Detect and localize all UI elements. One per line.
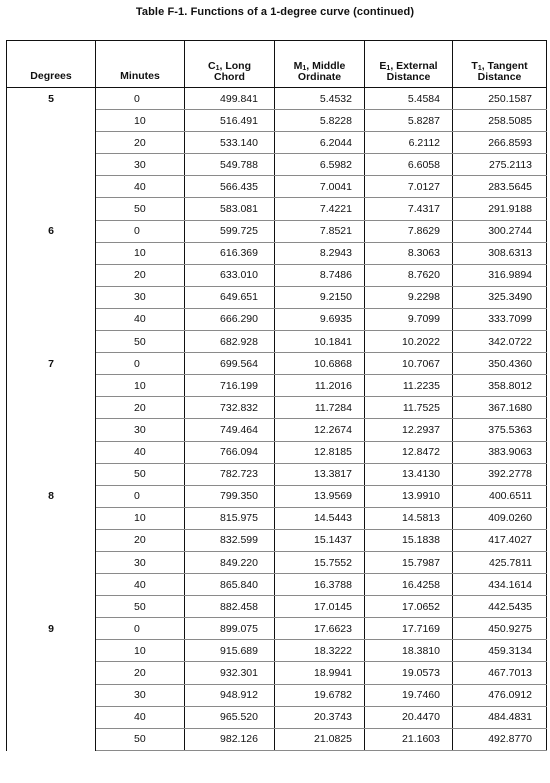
degrees-cell (7, 463, 96, 485)
long-chord-cell: 633.010 (185, 264, 275, 286)
minutes-cell: 40 (96, 574, 185, 596)
tangent-distance-cell: 266.8593 (453, 132, 547, 154)
curve-functions-table (6, 40, 547, 751)
minutes-cell: 50 (96, 463, 185, 485)
table-row (7, 728, 547, 750)
long-chord-cell: 583.081 (185, 198, 275, 220)
long-chord-cell: 882.458 (185, 596, 275, 618)
header-tangent-distance: $T_1$, Tangent Distance (453, 41, 547, 88)
external-distance-cell: 9.7099 (365, 308, 453, 330)
middle-ordinate-cell: 10.6868 (275, 353, 365, 375)
degrees-cell (7, 419, 96, 441)
external-distance-cell: 13.9910 (365, 485, 453, 507)
middle-ordinate-cell: 12.8185 (275, 441, 365, 463)
tangent-distance-cell: 492.8770 (453, 728, 547, 750)
minutes-cell: 30 (96, 684, 185, 706)
tangent-distance-cell: 442.5435 (453, 596, 547, 618)
external-distance-cell: 14.5813 (365, 507, 453, 529)
long-chord-cell: 549.788 (185, 154, 275, 176)
minutes-cell: 50 (96, 331, 185, 353)
minutes-cell: 30 (96, 551, 185, 573)
external-distance-cell: 7.4317 (365, 198, 453, 220)
middle-ordinate-cell: 9.6935 (275, 308, 365, 330)
degrees-cell (7, 684, 96, 706)
minutes-cell: 0 (96, 88, 185, 110)
external-distance-cell: 11.2235 (365, 375, 453, 397)
minutes-cell: 50 (96, 596, 185, 618)
tangent-distance-cell: 476.0912 (453, 684, 547, 706)
tangent-distance-cell: 450.9275 (453, 618, 547, 640)
table-row (7, 198, 547, 220)
degrees-cell (7, 176, 96, 198)
table-row (7, 529, 547, 551)
minutes-cell: 20 (96, 662, 185, 684)
tangent-distance-cell: 409.0260 (453, 507, 547, 529)
external-distance-cell: 21.1603 (365, 728, 453, 750)
minutes-cell: 10 (96, 640, 185, 662)
middle-ordinate-cell: 8.7486 (275, 264, 365, 286)
external-distance-cell: 10.7067 (365, 353, 453, 375)
table-row (7, 331, 547, 353)
long-chord-cell: 832.599 (185, 529, 275, 551)
tangent-distance-cell: 375.5363 (453, 419, 547, 441)
external-distance-cell: 8.7620 (365, 264, 453, 286)
table-row (7, 618, 547, 640)
external-distance-cell: 17.7169 (365, 618, 453, 640)
external-distance-cell: 19.7460 (365, 684, 453, 706)
table-body (7, 88, 547, 751)
external-distance-cell: 13.4130 (365, 463, 453, 485)
external-distance-cell: 12.2937 (365, 419, 453, 441)
minutes-cell: 20 (96, 397, 185, 419)
tangent-distance-cell: 308.6313 (453, 242, 547, 264)
degrees-cell (7, 198, 96, 220)
minutes-cell: 10 (96, 375, 185, 397)
minutes-cell: 30 (96, 154, 185, 176)
long-chord-cell: 499.841 (185, 88, 275, 110)
tangent-distance-cell: 400.6511 (453, 485, 547, 507)
table-row (7, 485, 547, 507)
tangent-distance-cell: 484.4831 (453, 706, 547, 728)
tangent-distance-cell: 358.8012 (453, 375, 547, 397)
middle-ordinate-cell: 11.7284 (275, 397, 365, 419)
table-row (7, 684, 547, 706)
table-title: Table F-1. Functions of a 1-degree curve (continued) (135, 6, 415, 18)
tangent-distance-cell: 392.2778 (453, 463, 547, 485)
degrees-cell (7, 640, 96, 662)
minutes-cell: 30 (96, 419, 185, 441)
degrees-cell (7, 551, 96, 573)
middle-ordinate-cell: 16.3788 (275, 574, 365, 596)
table-row (7, 463, 547, 485)
long-chord-cell: 965.520 (185, 706, 275, 728)
middle-ordinate-cell: 17.6623 (275, 618, 365, 640)
long-chord-cell: 932.301 (185, 662, 275, 684)
external-distance-cell: 6.6058 (365, 154, 453, 176)
long-chord-cell: 915.689 (185, 640, 275, 662)
minutes-cell: 20 (96, 132, 185, 154)
external-distance-cell: 20.4470 (365, 706, 453, 728)
external-distance-cell: 9.2298 (365, 286, 453, 308)
degrees-cell (7, 375, 96, 397)
external-distance-cell: 7.8629 (365, 220, 453, 242)
minutes-cell: 50 (96, 728, 185, 750)
tangent-distance-cell: 300.2744 (453, 220, 547, 242)
minutes-cell: 30 (96, 286, 185, 308)
header-middle-ordinate: $M_1$, Middle Ordinate (275, 41, 365, 88)
long-chord-cell: 899.075 (185, 618, 275, 640)
tangent-distance-cell: 283.5645 (453, 176, 547, 198)
external-distance-cell: 11.7525 (365, 397, 453, 419)
minutes-cell: 40 (96, 706, 185, 728)
degrees-cell (7, 574, 96, 596)
table-row (7, 242, 547, 264)
external-distance-cell: 12.8472 (365, 441, 453, 463)
degrees-cell (7, 728, 96, 750)
middle-ordinate-cell: 6.2044 (275, 132, 365, 154)
minutes-cell: 20 (96, 529, 185, 551)
tangent-distance-cell: 383.9063 (453, 441, 547, 463)
degrees-cell (7, 331, 96, 353)
long-chord-cell: 666.290 (185, 308, 275, 330)
table-row (7, 551, 547, 573)
minutes-cell: 10 (96, 110, 185, 132)
table-row (7, 132, 547, 154)
middle-ordinate-cell: 6.5982 (275, 154, 365, 176)
table-row (7, 397, 547, 419)
degrees-cell: 8 (7, 485, 96, 507)
tangent-distance-cell: 467.7013 (453, 662, 547, 684)
long-chord-cell: 649.651 (185, 286, 275, 308)
long-chord-cell: 948.912 (185, 684, 275, 706)
external-distance-cell: 8.3063 (365, 242, 453, 264)
middle-ordinate-cell: 17.0145 (275, 596, 365, 618)
table-row (7, 419, 547, 441)
long-chord-cell: 749.464 (185, 419, 275, 441)
minutes-cell: 0 (96, 485, 185, 507)
external-distance-cell: 10.2022 (365, 331, 453, 353)
table-row (7, 154, 547, 176)
external-distance-cell: 18.3810 (365, 640, 453, 662)
table-row (7, 88, 547, 110)
external-distance-cell: 6.2112 (365, 132, 453, 154)
degrees-cell (7, 286, 96, 308)
long-chord-cell: 782.723 (185, 463, 275, 485)
middle-ordinate-cell: 20.3743 (275, 706, 365, 728)
long-chord-cell: 599.725 (185, 220, 275, 242)
table-row (7, 375, 547, 397)
long-chord-cell: 699.564 (185, 353, 275, 375)
middle-ordinate-cell: 19.6782 (275, 684, 365, 706)
table-row (7, 353, 547, 375)
degrees-cell (7, 397, 96, 419)
middle-ordinate-cell: 11.2016 (275, 375, 365, 397)
degrees-cell (7, 132, 96, 154)
header-external-distance: $E_1$, External Distance (365, 41, 453, 88)
tangent-distance-cell: 367.1680 (453, 397, 547, 419)
degrees-cell: 7 (7, 353, 96, 375)
middle-ordinate-cell: 13.3817 (275, 463, 365, 485)
minutes-cell: 0 (96, 353, 185, 375)
table-row (7, 706, 547, 728)
middle-ordinate-cell: 18.3222 (275, 640, 365, 662)
table-row (7, 264, 547, 286)
external-distance-cell: 5.8287 (365, 110, 453, 132)
long-chord-cell: 865.840 (185, 574, 275, 596)
degrees-cell (7, 706, 96, 728)
header-minutes: Minutes (96, 41, 185, 88)
tangent-distance-cell: 316.9894 (453, 264, 547, 286)
table-row (7, 441, 547, 463)
tangent-distance-cell: 250.1587 (453, 88, 547, 110)
degrees-cell: 5 (7, 88, 96, 110)
minutes-cell: 50 (96, 198, 185, 220)
table-row (7, 220, 547, 242)
tangent-distance-cell: 459.3134 (453, 640, 547, 662)
external-distance-cell: 19.0573 (365, 662, 453, 684)
external-distance-cell: 16.4258 (365, 574, 453, 596)
header-degrees: Degrees (7, 41, 96, 88)
long-chord-cell: 982.126 (185, 728, 275, 750)
external-distance-cell: 15.1838 (365, 529, 453, 551)
middle-ordinate-cell: 21.0825 (275, 728, 365, 750)
middle-ordinate-cell: 12.2674 (275, 419, 365, 441)
tangent-distance-cell: 425.7811 (453, 551, 547, 573)
middle-ordinate-cell: 5.8228 (275, 110, 365, 132)
middle-ordinate-cell: 8.2943 (275, 242, 365, 264)
table-row (7, 574, 547, 596)
external-distance-cell: 7.0127 (365, 176, 453, 198)
degrees-cell (7, 308, 96, 330)
tangent-distance-cell: 417.4027 (453, 529, 547, 551)
table-row (7, 110, 547, 132)
minutes-cell: 20 (96, 264, 185, 286)
tangent-distance-cell: 434.1614 (453, 574, 547, 596)
tangent-distance-cell: 350.4360 (453, 353, 547, 375)
external-distance-cell: 5.4584 (365, 88, 453, 110)
external-distance-cell: 17.0652 (365, 596, 453, 618)
middle-ordinate-cell: 13.9569 (275, 485, 365, 507)
degrees-cell: 9 (7, 618, 96, 640)
degrees-cell (7, 110, 96, 132)
long-chord-cell: 682.928 (185, 331, 275, 353)
tangent-distance-cell: 258.5085 (453, 110, 547, 132)
tangent-distance-cell: 291.9188 (453, 198, 547, 220)
table-row (7, 507, 547, 529)
long-chord-cell: 815.975 (185, 507, 275, 529)
degrees-cell (7, 662, 96, 684)
tangent-distance-cell: 333.7099 (453, 308, 547, 330)
middle-ordinate-cell: 9.2150 (275, 286, 365, 308)
long-chord-cell: 716.199 (185, 375, 275, 397)
long-chord-cell: 766.094 (185, 441, 275, 463)
long-chord-cell: 566.435 (185, 176, 275, 198)
tangent-distance-cell: 342.0722 (453, 331, 547, 353)
degrees-cell (7, 529, 96, 551)
degrees-cell (7, 242, 96, 264)
middle-ordinate-cell: 15.7552 (275, 551, 365, 573)
minutes-cell: 0 (96, 220, 185, 242)
table-row (7, 286, 547, 308)
tangent-distance-cell: 325.3490 (453, 286, 547, 308)
degrees-cell (7, 596, 96, 618)
degrees-cell (7, 507, 96, 529)
table-header-row (7, 41, 547, 88)
long-chord-cell: 799.350 (185, 485, 275, 507)
header-long-chord: $C_1$, Long Chord (185, 41, 275, 88)
minutes-cell: 40 (96, 308, 185, 330)
middle-ordinate-cell: 7.8521 (275, 220, 365, 242)
long-chord-cell: 533.140 (185, 132, 275, 154)
middle-ordinate-cell: 7.4221 (275, 198, 365, 220)
degrees-cell: 6 (7, 220, 96, 242)
middle-ordinate-cell: 10.1841 (275, 331, 365, 353)
minutes-cell: 10 (96, 242, 185, 264)
degrees-cell (7, 441, 96, 463)
middle-ordinate-cell: 14.5443 (275, 507, 365, 529)
degrees-cell (7, 154, 96, 176)
table-row (7, 596, 547, 618)
table-row (7, 640, 547, 662)
middle-ordinate-cell: 7.0041 (275, 176, 365, 198)
external-distance-cell: 15.7987 (365, 551, 453, 573)
long-chord-cell: 849.220 (185, 551, 275, 573)
minutes-cell: 40 (96, 176, 185, 198)
long-chord-cell: 732.832 (185, 397, 275, 419)
tangent-distance-cell: 275.2113 (453, 154, 547, 176)
minutes-cell: 40 (96, 441, 185, 463)
minutes-cell: 0 (96, 618, 185, 640)
middle-ordinate-cell: 15.1437 (275, 529, 365, 551)
table-row (7, 662, 547, 684)
table-row (7, 308, 547, 330)
long-chord-cell: 616.369 (185, 242, 275, 264)
degrees-cell (7, 264, 96, 286)
middle-ordinate-cell: 5.4532 (275, 88, 365, 110)
table-row (7, 176, 547, 198)
middle-ordinate-cell: 18.9941 (275, 662, 365, 684)
long-chord-cell: 516.491 (185, 110, 275, 132)
minutes-cell: 10 (96, 507, 185, 529)
